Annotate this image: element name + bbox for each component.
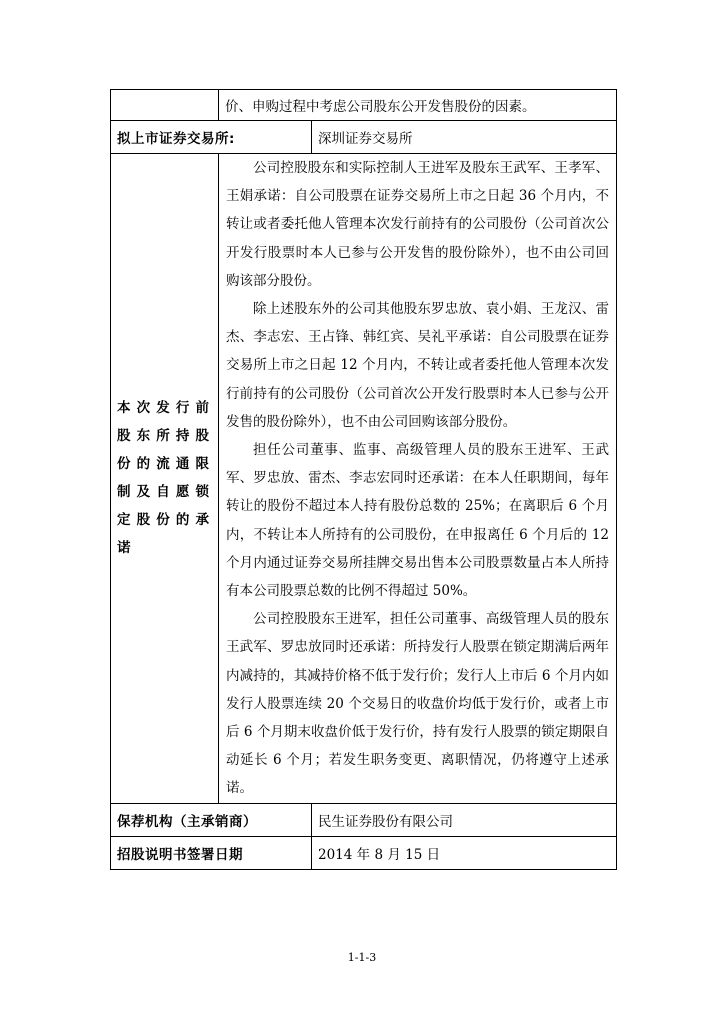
exchange-value: 深圳证券交易所 [312,121,617,154]
sponsor-row [111,803,617,836]
lockup-paragraph: 担任公司董事、监事、高级管理人员的股东王进军、王武军、罗忠放、雷杰、李志宏同时还承诺：在本人任职期间，每年转让的股份不超过本人持有股份总数的 25%；在离职后 6 个月内，不转让本人所持有的公司股份，在申报离任 6 个月后的 12 个月内通过证券交易所挂牌交易出售本公司股票数量占本人所持有本公司股票总数的比例不得超过 50%。 [226,442,609,600]
signing-date-value: 2014 年 8 月 15 日 [312,836,617,869]
lockup-label: 本次发行前股东所持股份的流通限制及自愿锁定股份的承诺 [111,154,219,804]
continuation-row [111,90,617,121]
sponsor-value: 民生证券股份有限公司 [312,803,617,836]
continuation-text: 价、申购过程中考虑公司股东公开发售股份的因素。 [219,90,617,121]
exchange-label: 拟上市证券交易所: [111,121,312,154]
continuation-label-cell [111,90,219,121]
lockup-row [111,154,617,804]
exchange-row [111,121,617,154]
signing-date-label: 招股说明书签署日期 [111,836,312,869]
lockup-paragraph: 公司控股股东和实际控制人王进军及股东王武军、王孝军、王娟承诺：自公司股票在证券交易所上市之日起 36 个月内，不转让或者委托他人管理本次发行前持有的公司股份（公司首次公开发行股票时本人已参与公开发售的股份除外），也不由公司回购该部分股份。 [226,160,609,289]
sponsor-label: 保荐机构（主承销商） [111,803,312,836]
lockup-commitments [219,154,617,804]
prospectus-summary-table [110,89,617,870]
signing-date-row [111,836,617,869]
page-number: 1-1-3 [347,951,377,964]
lockup-paragraph: 公司控股股东王进军，担任公司董事、高级管理人员的股东王武军、罗忠放同时还承诺：所持发行人股票在锁定期满后两年内减持的，其减持价格不低于发行价；发行人上市后 6 个月内如发行人股票连续 20 个交易日的收盘价均低于发行价，或者上市后 6 个月期末收盘价低于发行价，持有发行人股票的锁定期限自动延长 6 个月；若发生职务变更、离职情况，仍将遵守上述承诺。 [226,611,609,797]
lockup-paragraph: 除上述股东外的公司其他股东罗忠放、袁小娟、王龙汉、雷杰、李志宏、王占锋、韩红宾、吴礼平承诺：自公司股票在证券交易所上市之日起 12 个月内，不转让或者委托他人管理本次发行前持有的公司股份（公司首次公开发行股票时本人已参与公开发售的股份除外），也不由公司回购该部分股份。 [226,301,609,430]
